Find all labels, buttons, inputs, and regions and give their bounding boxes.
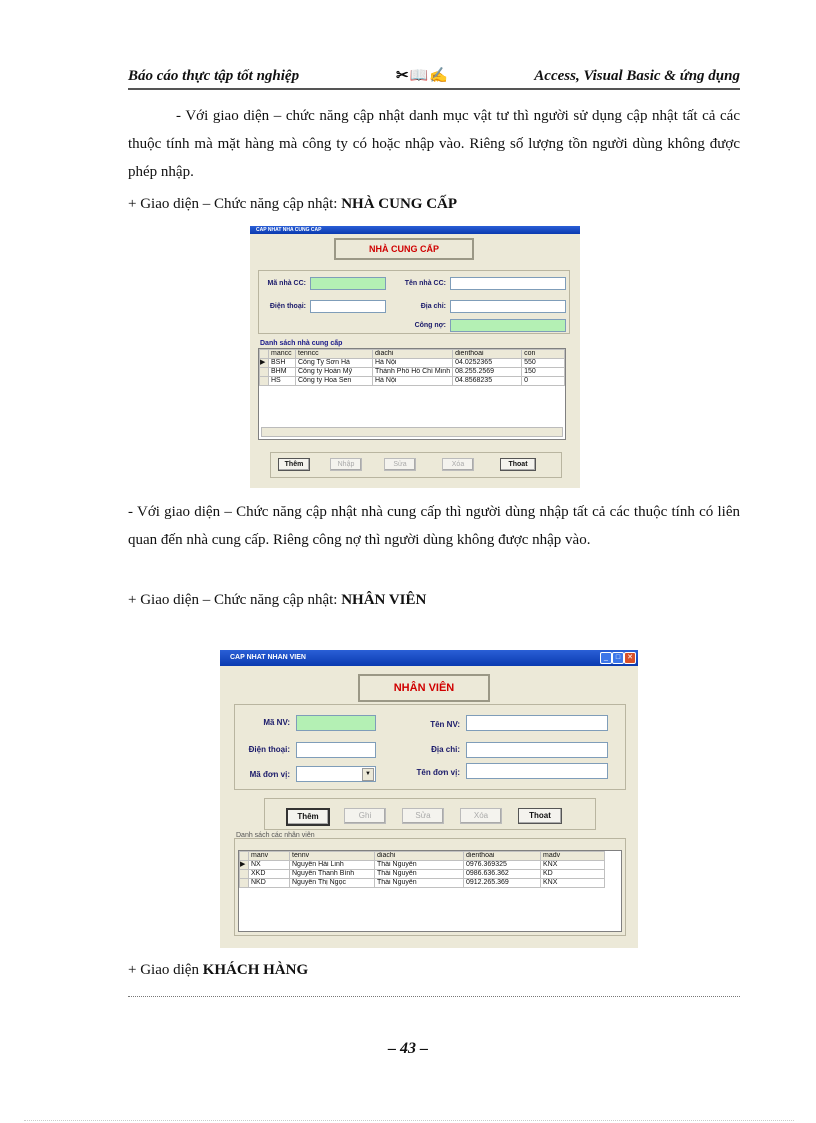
col-header[interactable]: tennv (290, 852, 375, 861)
table-row[interactable] (260, 359, 565, 368)
exit-button[interactable]: Thoat (518, 808, 562, 824)
save-button[interactable]: Ghi (344, 808, 386, 824)
supplier-debt-input (450, 319, 566, 332)
delete-button[interactable]: Xóa (442, 458, 474, 471)
add-button[interactable]: Thêm (278, 458, 310, 471)
table-cell: Công ty Hoa Sen (296, 377, 373, 386)
table-cell: Hà Nội (373, 359, 453, 368)
table-row[interactable] (240, 879, 605, 888)
employee-window-titlebar (220, 650, 638, 666)
col-header[interactable]: dienthoai (453, 350, 522, 359)
employee-phone-input[interactable] (296, 742, 376, 758)
table-cell: 0976.369325 (464, 861, 541, 870)
page-number: – 43 – (388, 1040, 428, 1057)
supplier-name-label: Tên nhà CC: (404, 280, 446, 287)
minimize-icon[interactable]: _ (600, 652, 612, 664)
heading-nha-cung-cap (128, 190, 740, 218)
unit-code-label: Mã đơn vị: (249, 770, 290, 779)
supplier-grid[interactable] (258, 348, 566, 440)
page-header (128, 64, 740, 90)
delete-button[interactable]: Xóa (460, 808, 502, 824)
unit-name-label: Tên đơn vị: (416, 768, 460, 777)
exit-button[interactable]: Thoat (500, 458, 536, 471)
footer-divider (128, 996, 740, 997)
supplier-phone-label: Điện thoại: (269, 303, 306, 310)
chevron-down-icon[interactable]: ▼ (362, 768, 374, 781)
unit-code-select[interactable] (296, 766, 376, 782)
heading-bold: NHÂN VIÊN (341, 592, 427, 608)
heading-prefix: + Giao diện (128, 962, 203, 978)
heading-nhan-vien (128, 586, 740, 614)
table-cell: NX (249, 861, 290, 870)
table-cell: Thái Nguyên (375, 861, 464, 870)
employee-form-title: NHÂN VIÊN (358, 674, 490, 702)
table-cell: Thái Nguyên (375, 879, 464, 888)
supplier-address-label: Địa chỉ: (420, 303, 446, 310)
add-button[interactable]: Thêm (286, 808, 330, 826)
table-cell: XKD (249, 870, 290, 879)
enter-button[interactable]: Nhập (330, 458, 362, 471)
row-selector-icon: ▶ (240, 861, 249, 870)
table-cell: 550 (522, 359, 565, 368)
supplier-phone-input[interactable] (310, 300, 386, 313)
table-cell: BHM (269, 368, 296, 377)
supplier-grid-caption: Danh sách nhà cung cấp (260, 340, 343, 347)
heading-prefix: + Giao diện – Chức năng cập nhật: (128, 196, 342, 212)
col-header[interactable]: manv (249, 852, 290, 861)
table-row[interactable] (260, 368, 565, 377)
supplier-debt-label: Công nợ: (414, 322, 446, 329)
employee-window-title: CAP NHAT NHAN VIEN (230, 654, 306, 661)
supplier-address-input[interactable] (450, 300, 566, 313)
supplier-window (250, 226, 580, 488)
header-right-title: Access, Visual Basic & ứng dụng (534, 68, 740, 84)
table-cell: Hà Nội (373, 377, 453, 386)
table-cell: 04.8568235 (453, 377, 522, 386)
employee-code-label: Mã NV: (263, 718, 290, 727)
maximize-icon[interactable]: □ (612, 652, 624, 664)
unit-name-input[interactable] (466, 763, 608, 779)
row-selector-icon: ▶ (260, 359, 269, 368)
col-header[interactable]: tenncc (296, 350, 373, 359)
employee-grid-header (240, 852, 605, 861)
supplier-name-input[interactable] (450, 277, 566, 290)
heading-bold: NHÀ CUNG CẤP (341, 196, 458, 212)
table-cell: 08.255.2569 (453, 368, 522, 377)
supplier-grid-hscrollbar[interactable] (261, 427, 563, 437)
table-cell: 04.0252365 (453, 359, 522, 368)
employee-address-input[interactable] (466, 742, 608, 758)
col-header[interactable]: mancc (269, 350, 296, 359)
col-header[interactable]: con (522, 350, 565, 359)
table-cell: HS (269, 377, 296, 386)
edit-button[interactable]: Sửa (402, 808, 444, 824)
table-cell: KNX (541, 861, 605, 870)
close-icon[interactable]: ✕ (624, 652, 636, 664)
heading-khach-hang (128, 956, 740, 984)
table-cell: Công ty Hoàn Mỹ (296, 368, 373, 377)
table-cell: 150 (522, 368, 565, 377)
paragraph-vat-tu: - Với giao diện – chức năng cập nhật danh mục vật tư thì người sử dụng cập nhật tất cả các thuộc tính mà mặt hàng mà công ty có hoặc nhập vào. Riêng số lượng tồn người dùng không được phép nhập. (128, 108, 740, 180)
table-cell: KNX (541, 879, 605, 888)
employee-grid[interactable] (238, 850, 622, 932)
table-cell: Thành Phố Hồ Chí Minh (373, 368, 453, 377)
table-cell: NKD (249, 879, 290, 888)
supplier-window-titlebar: CAP NHAT NHA CUNG CAP (250, 226, 580, 234)
employee-window (220, 650, 638, 948)
table-cell: Nguyễn Thanh Bình (290, 870, 375, 879)
table-row[interactable] (240, 861, 605, 870)
table-row[interactable] (260, 377, 565, 386)
table-cell: 0912.265.369 (464, 879, 541, 888)
supplier-grid-header (260, 350, 565, 359)
table-cell: Công Ty Sơn Hà (296, 359, 373, 368)
table-cell: Nguyễn Hải Linh (290, 861, 375, 870)
table-cell: KD (541, 870, 605, 879)
table-cell: 0986.636.362 (464, 870, 541, 879)
table-cell: 0 (522, 377, 565, 386)
supplier-form-title: NHÀ CUNG CẤP (334, 238, 474, 260)
table-cell: Nguyễn Thị Ngọc (290, 879, 375, 888)
header-left-title: Báo cáo thực tập tốt nghiệp (128, 68, 300, 84)
heading-bold: KHÁCH HÀNG (202, 962, 309, 978)
supplier-code-label: Mã nhà CC: (267, 280, 306, 287)
col-header[interactable]: diachi (375, 852, 464, 861)
col-header[interactable]: diachi (373, 350, 453, 359)
table-row[interactable] (240, 870, 605, 879)
col-header[interactable]: madv (541, 852, 605, 861)
employee-name-label: Tên NV: (430, 720, 460, 729)
heading-prefix: + Giao diện – Chức năng cập nhật: (128, 592, 342, 608)
employee-address-label: Địa chỉ: (431, 745, 460, 754)
edit-button[interactable]: Sửa (384, 458, 416, 471)
col-header[interactable]: dienthoai (464, 852, 541, 861)
bottom-divider (24, 1120, 794, 1121)
header-decoration-icons: ✂📖✍ (396, 68, 449, 84)
table-cell: BSH (269, 359, 296, 368)
supplier-code-input[interactable] (310, 277, 386, 290)
paragraph-nha-cung-cap: - Với giao diện – Chức năng cập nhật nhà cung cấp thì người dùng nhập tất cả các thuộc tính có liên quan đến nhà cung cấp. Riêng công nợ thì người dùng không được nhập vào. (128, 504, 740, 548)
table-cell: Thái Nguyên (375, 870, 464, 879)
employee-name-input[interactable] (466, 715, 608, 731)
employee-code-input[interactable] (296, 715, 376, 731)
employee-grid-caption: Danh sách các nhân viên (236, 832, 315, 839)
employee-phone-label: Điện thoại: (248, 745, 290, 754)
